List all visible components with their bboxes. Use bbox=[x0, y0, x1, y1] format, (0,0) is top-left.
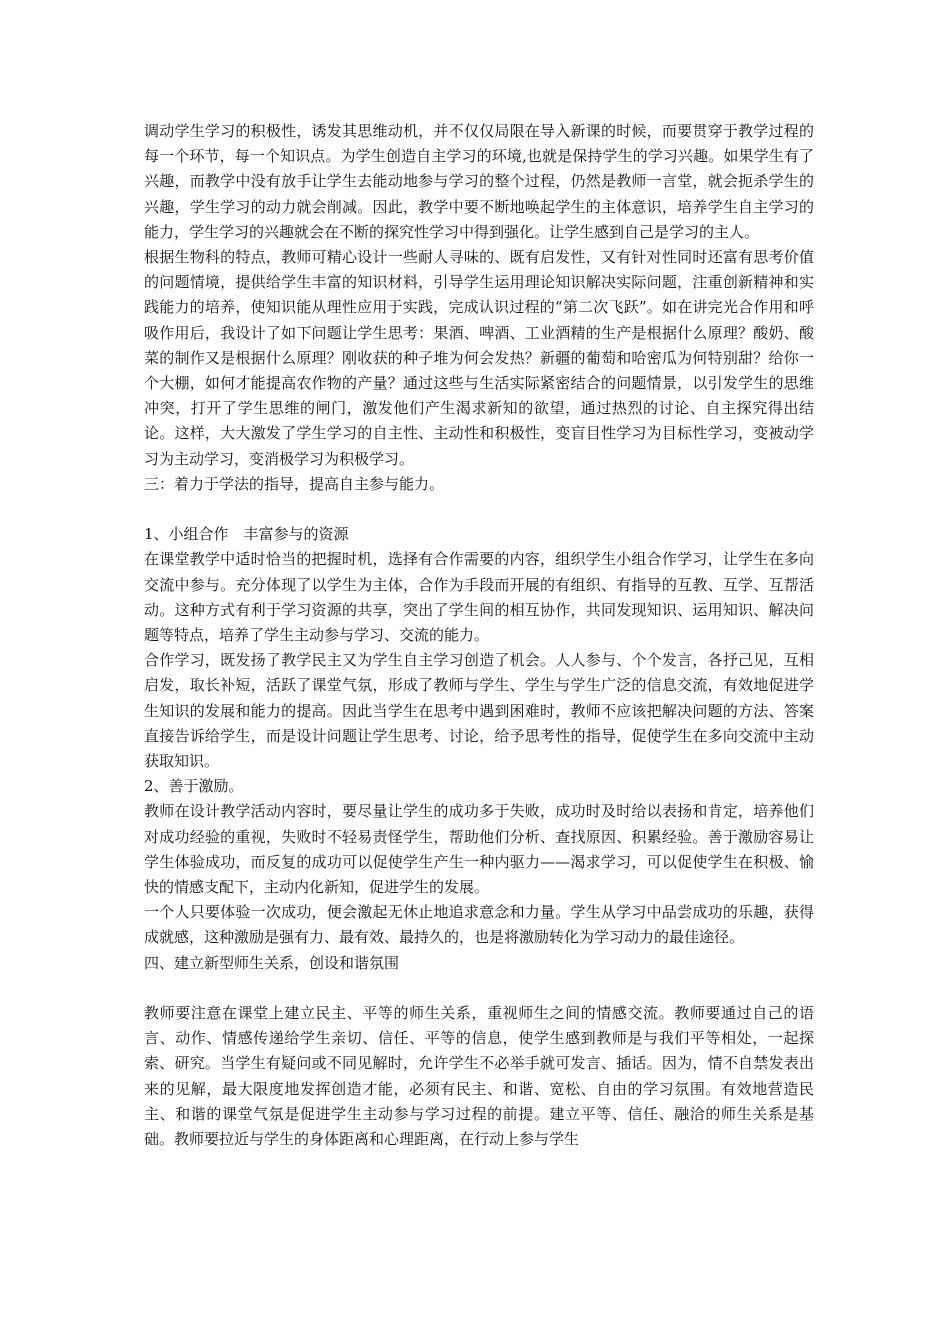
blank-line bbox=[144, 976, 814, 1001]
blank-line bbox=[144, 497, 814, 522]
paragraph-teaching-design: 教师在设计教学活动内容时，要尽量让学生的成功多于失败，成功时及时给以表扬和肯定，培养他们对成功经验的重视，失败时不轻易责怪学生，帮助他们分析、查找原因、积累经验。善于激励容易让学生体验成功，而反复的成功可以促使学生产生一种内驱力——渴求学习，可以促使学生在积极、愉快的情感支配下，主动内化新知，促进学生的发展。 bbox=[144, 802, 814, 897]
section-heading-three: 三：着力于学法的指导，提高自主参与能力。 bbox=[144, 474, 445, 493]
paragraph-cooperative-learning: 合作学习，既发扬了教学民主又为学生自主学习创造了机会。人人参与、个个发言，各抒己见，互相启发，取长补短，活跃了课堂气氛，形成了教师与学生、学生与学生广泛的信息交流，有效地促进学生知识的发展和能力的提高。因此当学生在思考中遇到困难时，教师不应该把解决问题的方法、答案直接告诉给学生，而是设计问题让学生思考、讨论，给予思考性的指导，促使学生在多向交流中主动获取知识。 bbox=[144, 651, 814, 771]
paragraph-success-experience: 一个人只要体验一次成功，便会激起无休止地追求意念和力量。学生从学习中品尝成功的乐趣，获得成就感，这种激励是强有力、最有效、最持久的，也是将激励转化为学习动力的最佳途径。 bbox=[144, 903, 814, 947]
subheading-encouragement: 2、善于激励。 bbox=[144, 777, 244, 796]
subheading-group-cooperation: 1、小组合作 丰富参与的资源 bbox=[144, 525, 349, 544]
section-heading-four: 四、建立新型师生关系，创设和谐氛围 bbox=[144, 953, 400, 972]
paragraph-teacher-student-relationship: 教师要注意在课堂上建立民主、平等的师生关系，重视师生之间的情感交流。教师要通过自己的语言、动作、情感传递给学生亲切、信任、平等的信息，使学生感到教师是与我们平等相处，一起探索、研究。当学生有疑问或不同见解时，允许学生不必举手就可发言、插话。因为，情不自禁发表出来的见解，最大限度地发挥创造才能，必须有民主、和谐、宽松、自由的学习氛围。有效地营造民主、和谐的课堂气氛是促进学生主动参与学习过程的前提。建立平等、信任、融洽的师生关系是基础。教师要拉近与学生的身体距离和心理距离，在行动上参与学生 bbox=[144, 1004, 814, 1149]
document-page bbox=[144, 119, 814, 1152]
paragraph-group-learning: 在课堂教学中适时恰当的把握时机，选择有合作需要的内容，组织学生小组合作学习，让学生在多向交流中参与。充分体现了以学生为主体，合作为手段而开展的有组织、有指导的互教、互学、互帮活动。这种方式有利于学习资源的共享，突出了学生间的相互协作，共同发现知识、运用知识、解决问题等特点，培养了学生主动参与学习、交流的能力。 bbox=[144, 550, 814, 645]
paragraph-interest: 调动学生学习的积极性，诱发其思维动机，并不仅仅局限在导入新课的时候，而要贯穿于教学过程的每一个环节，每一个知识点。为学生创造自主学习的环境,也就是保持学生的学习兴趣。如果学生有了兴趣，而教学中没有放手让学生去能动地参与学习的整个过程，仍然是教师一言堂，就会扼杀学生的兴趣，学生学习的动力就会削减。因此，教学中要不断地唤起学生的主体意识，培养学生自主学习的能力，学生学习的兴趣就会在不断的探究性学习中得到强化。让学生感到自己是学习的主人。 bbox=[144, 122, 814, 241]
paragraph-problem-situations: 根据生物科的特点，教师可精心设计一些耐人寻味的、既有启发性，又有针对性同时还富有思考价值的问题情境，提供给学生丰富的知识材料，引导学生运用理论知识解决实际问题，注重创新精神和实践能力的培养，使知识能从理性应用于实践，完成认识过程的“第二次飞跃”。如在讲完光合作用和呼吸作用后，我设计了如下问题让学生思考：果酒、啤酒、工业酒精的生产是根据什么原理？酸奶、酸菜的制作又是根据什么原理？刚收获的种子堆为何会发热？新疆的葡萄和哈密瓜为何特别甜？给你一个大棚，如何才能提高农作物的产量？通过这些与生活实际紧密结合的问题情景，以引发学生的思维冲突，打开了学生思维的闸门，激发他们产生渴求新知的欲望，通过热烈的讨论、自主探究得出结论。这样，大大激发了学生学习的自主性、主动性和积极性，变盲目性学习为目标性学习，变被动学习为主动学习，变消极学习为积极学习。 bbox=[144, 248, 814, 468]
